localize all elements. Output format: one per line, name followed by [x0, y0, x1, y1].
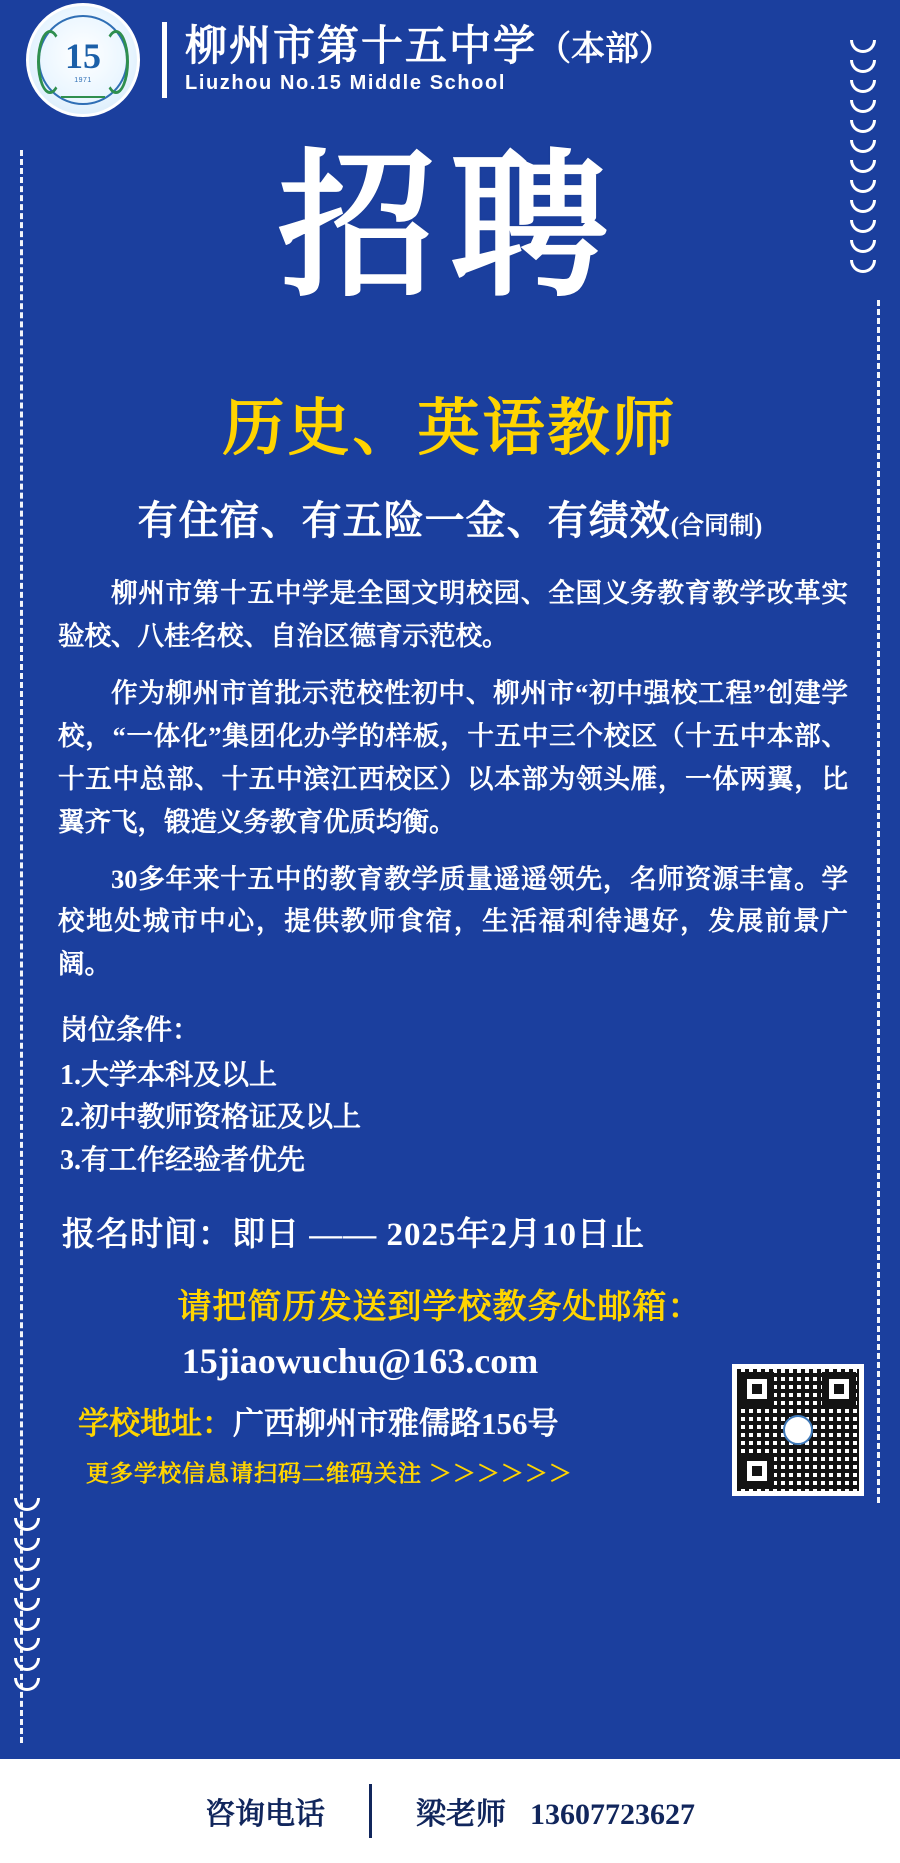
crest-number: 15: [65, 36, 101, 76]
email-address[interactable]: 15jiaowuchu@163.com: [181, 1341, 539, 1382]
contact-phone-number[interactable]: 13607723627: [530, 1798, 695, 1831]
decorative-scallops-bottom-left: [14, 1498, 40, 1691]
school-name-cn: 柳州市第十五中学: [185, 23, 538, 70]
school-name-block: [185, 25, 673, 95]
contact-person-name: 梁老师: [416, 1798, 506, 1831]
poster-footer: [0, 1759, 900, 1863]
application-deadline: 报名时间：即日 —— 2025年2月10日止: [62, 1217, 645, 1254]
benefits-note: (合同制): [670, 513, 763, 540]
benefits-line: [0, 489, 900, 546]
school-address-label: 学校地址：: [78, 1406, 233, 1442]
contact-phone-block: [372, 1789, 739, 1833]
school-branch-cn: （本部）: [537, 30, 674, 68]
qr-code[interactable]: [732, 1364, 864, 1496]
requirements-heading: 岗位条件：: [60, 1015, 201, 1047]
scan-qr-note: 更多学校信息请扫码二维码关注 ＞＞＞＞＞＞: [86, 1461, 573, 1487]
school-address-value: 广西柳州市雅儒路156号: [233, 1406, 559, 1442]
phone-label: 咨询电话: [205, 1798, 325, 1831]
paragraph-2: 作为柳州市首批示范校性初中、柳州市“初中强校工程”创建学校，“一体化”集团化办学的样板，十五中三个校区（十五中本部、十五中总部、十五中滨江西校区）以本部为领头雁，一体两翼，比翼齐飞，锻造义务教育优质均衡。: [58, 677, 848, 837]
poster-header: [0, 0, 900, 108]
requirements-section: [0, 1000, 900, 1182]
paragraph-1: 柳州市第十五中学是全国文明校园、全国义务教育教学改革实验校、八桂名校、自治区德育示范校。: [58, 578, 848, 651]
header-divider: [162, 22, 167, 98]
position-subtitle: 历史、英语教师: [222, 395, 678, 463]
requirement-item: 2.初中教师资格证及以上: [60, 1102, 362, 1134]
crest-year: 1971: [74, 77, 92, 84]
paragraph-3: 30多年来十五中的教育教学质量遥遥领先，名师资源丰富。学校地处城市中心，提供教师食宿，生活福利待遇好，发展前景广阔。: [58, 863, 848, 980]
requirement-item: 1.大学本科及以上: [60, 1059, 278, 1091]
school-crest-logo: [26, 3, 140, 117]
description-body: [0, 572, 900, 986]
benefits-text: 有住宿、有五险一金、有绩效: [137, 498, 671, 543]
school-name-en: Liuzhou No.15 Middle School: [185, 72, 506, 95]
contact-section: [0, 1255, 900, 1488]
requirement-item: 3.有工作经验者优先: [60, 1144, 306, 1176]
email-heading: 请把简历发送到学校教务处邮箱：: [177, 1289, 703, 1327]
page-title: 招聘: [278, 141, 622, 316]
